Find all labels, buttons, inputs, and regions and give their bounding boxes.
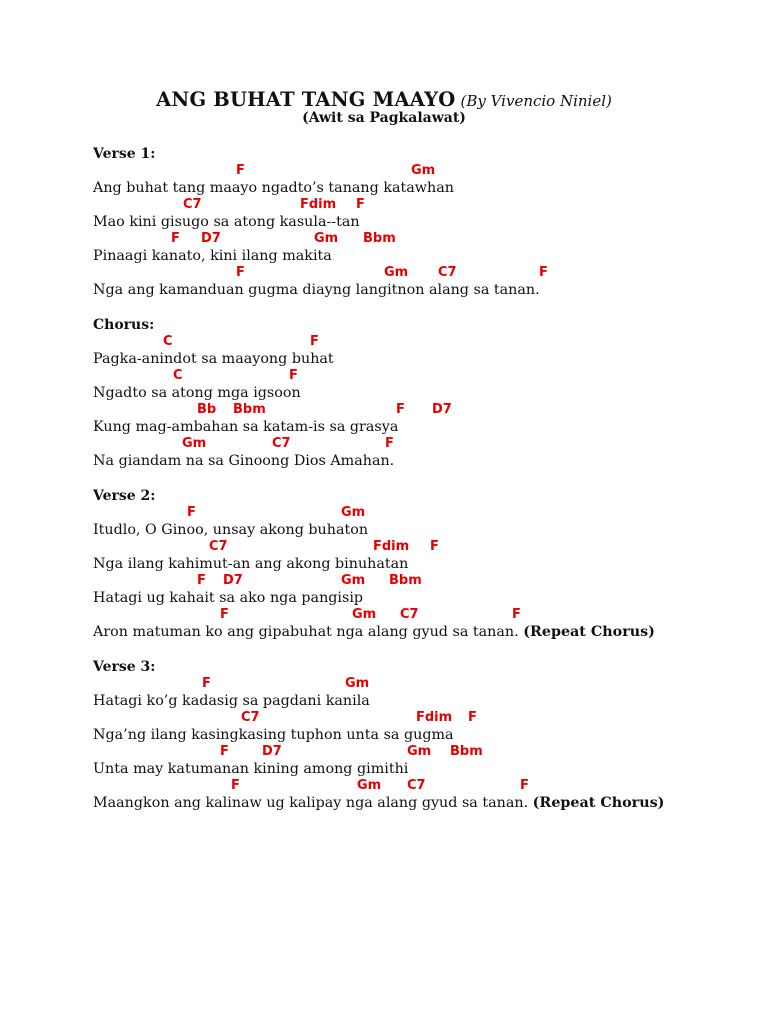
lyric-text: Aron matuman ko ang gipabuhat nga alang gyud sa tanan. [93, 624, 519, 640]
lyric-line: Hatagi ko’g kadasig sa pagdani kanila [93, 693, 370, 709]
chord-lyric-line [93, 197, 733, 231]
lyric-line [93, 624, 655, 641]
chord: Fdim [373, 539, 410, 554]
chord: C7 [209, 539, 228, 554]
chord: F [220, 744, 229, 759]
chord: Fdim [300, 197, 337, 212]
chord: F [520, 778, 529, 793]
lyric-line: Ngadto sa atong mga igsoon [93, 385, 301, 401]
chord-lyric-line [93, 334, 733, 368]
chord: Fdim [416, 710, 453, 725]
song-subtitle: (Awit sa Pagkalawat) [302, 110, 466, 126]
chord: Bbm [389, 573, 422, 588]
chord-lyric-line [93, 436, 733, 470]
chord-lyric-line [93, 402, 733, 436]
chord: Bbm [450, 744, 483, 759]
lyric-line: Ang buhat tang maayo ngadto’s tanang katawhan [93, 180, 454, 196]
verse-3 [93, 659, 733, 812]
chord: F [430, 539, 439, 554]
chord-lyric-line [93, 607, 733, 641]
chord: F [539, 265, 548, 280]
chord: F [356, 197, 365, 212]
song-header [0, 88, 768, 111]
chord-lyric-line [93, 744, 733, 778]
chord-lyric-line [93, 231, 733, 265]
chord: D7 [262, 744, 282, 759]
chord: Gm [345, 676, 370, 691]
chord: D7 [432, 402, 452, 417]
chord: D7 [201, 231, 221, 246]
chord: Gm [182, 436, 207, 451]
chord: Gm [357, 778, 382, 793]
section-label: Verse 1: [93, 146, 156, 162]
lyric-line: Pagka-anindot sa maayong buhat [93, 351, 334, 367]
chord: C7 [407, 778, 426, 793]
chord: F [202, 676, 211, 691]
song-title: ANG BUHAT TANG MAAYO [156, 88, 456, 111]
chord: C7 [241, 710, 260, 725]
chord-lyric-line [93, 710, 733, 744]
chord: F [236, 163, 245, 178]
lyric-text: Maangkon ang kalinaw ug kalipay nga alang gyud sa tanan. [93, 795, 529, 811]
chord-lyric-line [93, 265, 733, 299]
chord: F [236, 265, 245, 280]
chord: C [173, 368, 183, 383]
chord: Gm [411, 163, 436, 178]
chord: F [385, 436, 394, 451]
verse-1 [93, 146, 733, 299]
chord: F [289, 368, 298, 383]
lyric-line: Unta may katumanan kining among gimithi [93, 761, 409, 777]
chord: Bbm [363, 231, 396, 246]
chord: C7 [400, 607, 419, 622]
lyric-line: Nga ilang kahimut-an ang akong binuhatan [93, 556, 409, 572]
chord: Bb [197, 402, 217, 417]
lyric-line: Na giandam na sa Ginoong Dios Amahan. [93, 453, 395, 469]
chord-lyric-line [93, 163, 733, 197]
chord-lyric-line [93, 573, 733, 607]
chord: F [231, 778, 240, 793]
chord: Gm [407, 744, 432, 759]
lyric-line: Pinaagi kanato, kini ilang makita [93, 248, 332, 264]
section-label: Verse 3: [93, 659, 156, 675]
chord: D7 [223, 573, 243, 588]
lyric-line: Nga’ng ilang kasingkasing tuphon unta sa gugma [93, 727, 454, 743]
chord-lyric-line [93, 505, 733, 539]
chord-lyric-line [93, 778, 733, 812]
chord: F [512, 607, 521, 622]
chord: F [396, 402, 405, 417]
chord: Gm [384, 265, 409, 280]
lyric-line: Nga ang kamanduan gugma diayng langitnon alang sa tanan. [93, 282, 540, 298]
lyric-line: Itudlo, O Ginoo, unsay akong buhaton [93, 522, 369, 538]
verse-2 [93, 488, 733, 641]
repeat-chorus-note: (Repeat Chorus) [532, 795, 665, 811]
chord: Bbm [233, 402, 266, 417]
chord: C7 [272, 436, 291, 451]
chord: C [163, 334, 173, 349]
chord-lyric-line [93, 539, 733, 573]
lyric-line: Kung mag-ambahan sa katam-is sa grasya [93, 419, 399, 435]
chord: F [171, 231, 180, 246]
section-label: Verse 2: [93, 488, 156, 504]
chord: F [310, 334, 319, 349]
chord: C7 [183, 197, 202, 212]
chord-lyric-line [93, 368, 733, 402]
lyric-line [93, 795, 664, 812]
lyric-line: Hatagi ug kahait sa ako nga pangisip [93, 590, 364, 606]
chord: Gm [341, 505, 366, 520]
chorus [93, 317, 733, 470]
chord: F [187, 505, 196, 520]
lyric-line: Mao kini gisugo sa atong kasula--tan [93, 214, 360, 230]
chord: F [468, 710, 477, 725]
chord: F [220, 607, 229, 622]
song-byline: (By Vivencio Niniel) [460, 92, 612, 110]
chord: C7 [438, 265, 457, 280]
chord: Gm [341, 573, 366, 588]
section-label: Chorus: [93, 317, 155, 333]
chord-lyric-line [93, 676, 733, 710]
chord: Gm [352, 607, 377, 622]
repeat-chorus-note: (Repeat Chorus) [523, 624, 655, 640]
chord: Gm [314, 231, 339, 246]
chord: F [197, 573, 206, 588]
